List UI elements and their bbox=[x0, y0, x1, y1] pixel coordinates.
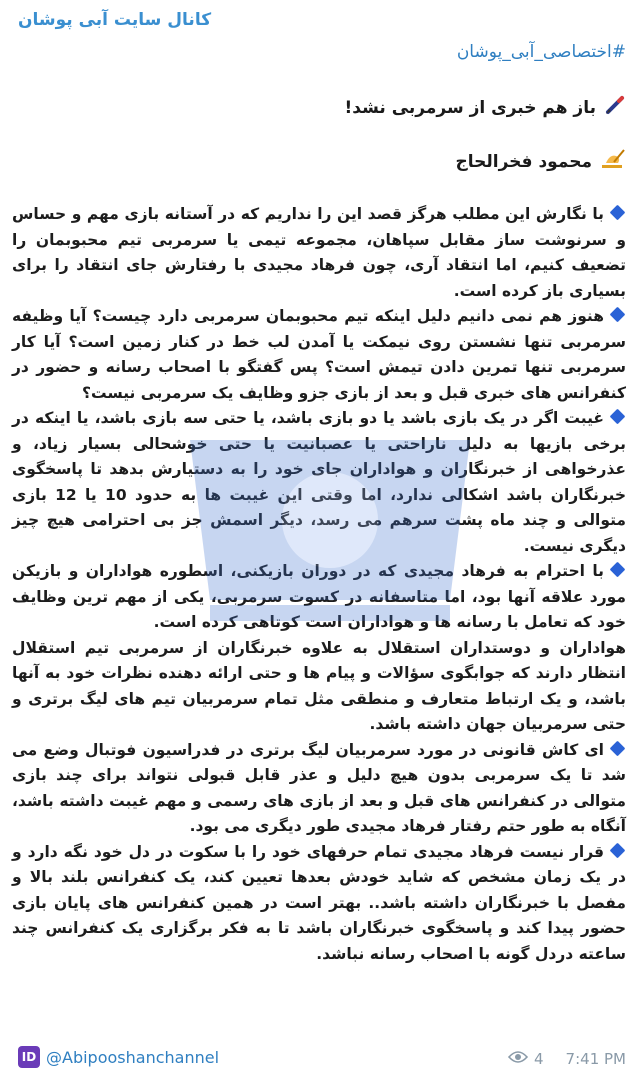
post-author-name: محمود فخرالحاج bbox=[455, 151, 592, 172]
post-title bbox=[345, 94, 626, 121]
blue-diamond-icon bbox=[610, 842, 626, 858]
post-title-text: باز هم خبری از سرمربی نشد! bbox=[344, 97, 596, 118]
paragraph-text: با نگارش این مطلب هرگز قصد این را نداریم که در آستانه بازی مهم و حساس و سرنوشت ساز مقابل سپاهان، مجموعه تیمی یا سرمربی تیم محبوبمان را تضعیف کنیم، اما انتقاد آری، چون فرهاد مجیدی با رفتارش جای انتقاد را برای بسیاری باز کرده است. bbox=[12, 205, 626, 300]
view-count: 4 bbox=[534, 1050, 544, 1068]
paragraph-text: قرار نیست فرهاد مجیدی تمام حرفهای خود را با سکوت در دل خود نگه دارد و در یک زمان مشخص که شاید خودش بعدها تعیین کند، یک کنفرانس بلند بالا و مفصل با خبرنگاران داشته باشد.. بهتر است در همین کنفرانس های پایان بازی حضور پیدا کند و پاسخگوی خبرنگاران باشد تا به فکر برگزاری یک کنفرانس چند ساعته دردل گونه با اصحاب رسانه نباشد. bbox=[12, 842, 626, 963]
message-time: 7:41 PM bbox=[565, 1050, 626, 1068]
paragraph-text: ای کاش قانونی در مورد سرمربیان لیگ برتری در فدراسیون فوتبال وضع می شد تا یک سرمربی بدون هیچ دلیل و عذر قابل قبولی نتواند برای چند بازی متوالی در کنفرانس های قبل و بعد از بازی های رسمی و مهم غیبت داشته باشد، آنگاه به طور حتم رفتار فرهاد مجیدی طور دیگری می بود. bbox=[12, 740, 626, 835]
paragraph-text: غیبت اگر در یک بازی باشد یا دو بازی باشد، یا حتی سه بازی باشد، یا اینکه در برخی بازیها به دلیل ناراحتی یا عصبانیت یا حتی خوشحالی بسیار زیاد، و عذرخواهی از خبرنگاران و هواداران جای خود را به دستیارش بدهد تا پاسخگوی خبرنگاران باشد اشکالی ندارد، اما وقتی این غیبت ها به حدود 10 یا 12 بازی متوالی و چند ماه پشت سرهم می رسد، دیگر اسمش جز بی احترامی هیچ چیز دیگری نیست. bbox=[12, 409, 627, 555]
hashtag-link[interactable]: #اختصاصی_آبی_پوشان bbox=[456, 42, 626, 62]
writing-hand-icon bbox=[600, 148, 626, 175]
blue-diamond-icon bbox=[610, 740, 626, 756]
blue-diamond-icon bbox=[610, 307, 626, 323]
blue-diamond-icon bbox=[610, 205, 626, 221]
message-meta bbox=[508, 1050, 626, 1068]
blue-diamond-icon bbox=[610, 562, 626, 578]
eye-icon bbox=[508, 1050, 528, 1068]
post-author bbox=[455, 148, 626, 175]
id-badge-icon: ID bbox=[18, 1046, 40, 1068]
post-paragraph bbox=[12, 840, 626, 968]
channel-handle-link[interactable] bbox=[18, 1046, 219, 1068]
blue-diamond-icon bbox=[610, 409, 626, 425]
post-paragraph bbox=[12, 202, 626, 304]
message-footer bbox=[0, 1042, 640, 1076]
paragraph-text: هنوز هم نمی دانیم دلیل اینکه تیم محبوبمان سرمربی دارد چیست؟ آیا وظیفه سرمربی تنها نشستن روی نیمکت یا آمدن لب خط در کنار زمین است؟ آیا کار سرمربی تنها تمرین دادن تیمش است؟ پس گفتگو با اصحاب رسانه و حضور در کنفرانس های خبری قبل و بعد از بازی جزو وظایف یک سرمربی نیست؟ bbox=[12, 307, 626, 402]
pen-icon bbox=[604, 94, 626, 121]
post-paragraph bbox=[12, 738, 626, 840]
post-paragraph bbox=[12, 406, 626, 559]
post-paragraph bbox=[12, 559, 626, 636]
paragraph-text: هواداران و دوستداران استقلال به علاوه خبرنگاران از سرمربی تیم استقلال انتظار دارند که جوابگوی سؤالات و پیام ها و حتی ارائه دهنده نظرات خود به آنها باشد، و یک ارتباط متعارف و منطقی مثل تمام سرمربیان تیم های لیگ برتری و حتی سرمربیان جهان داشته باشد. bbox=[12, 638, 626, 733]
post-body bbox=[12, 202, 626, 967]
post-paragraph bbox=[12, 636, 626, 738]
channel-handle-text: @Abipooshanchannel bbox=[46, 1047, 220, 1067]
paragraph-text: با احترام به فرهاد مجیدی که در دوران بازیکنی، اسطوره هواداران و بازیکن مورد علاقه آنها بود، اما متاسفانه در کسوت سرمربی، یکی از مهم ترین وظایف خود که تعامل با رسانه ها و هواداران است کوتاهی کرده است. bbox=[12, 562, 626, 631]
post-paragraph bbox=[12, 304, 626, 406]
channel-name[interactable]: کانال سایت آبی پوشان bbox=[18, 10, 212, 30]
